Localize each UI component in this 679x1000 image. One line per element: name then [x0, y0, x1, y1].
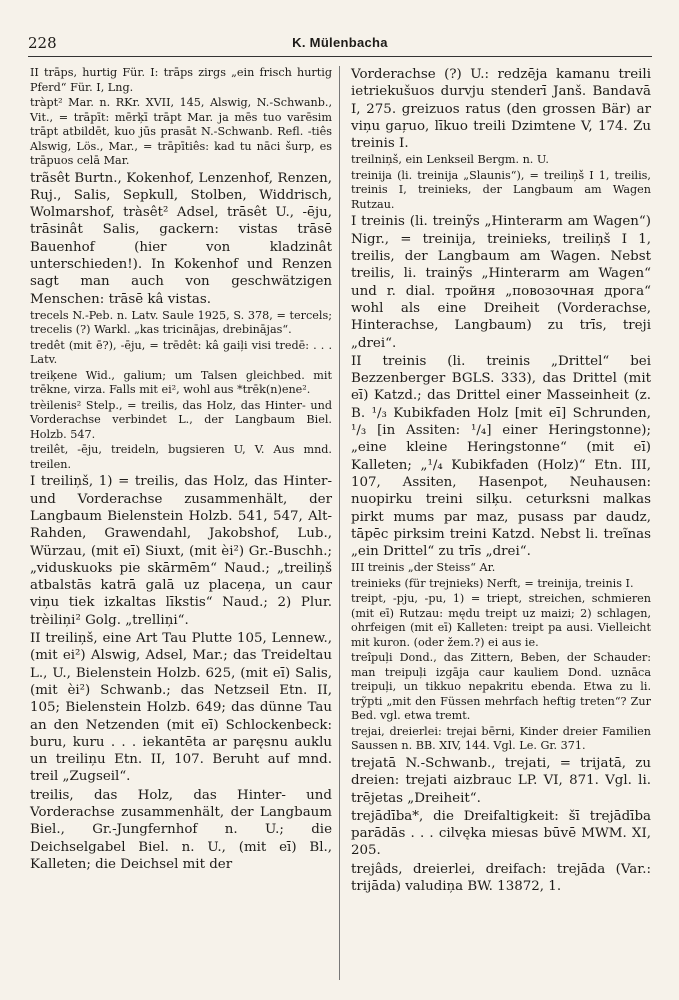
dictionary-entry: I treinis (li. treinỹs „Hinterarm am Wagen“) Nigr., = treinija, treinieks, treiliņš I 1, treilis, der Langbaum am Wagen. Nebst treilis, li. trainỹs „Hinterarm am Wagen“ und r. dial. тройня „повозочная дрога“ wohl als eine Dreiheit (Vorderachse, Hinterachse, Langbaum) zu trīs, treji „drei“. [351, 214, 651, 351]
dictionary-entry: trejādība*, die Dreifaltigkeit: šī trejādība parādās . . . cilvęka miesas būvē MWM. XI, 205. [351, 808, 651, 859]
column-divider [339, 66, 340, 980]
dictionary-entry: treilis, das Holz, das Hinter- und Vorderachse zusammenhält, der Langbaum Biel., Gr.-Jungfernhof n. U.; die Deichselgabel Biel. n. U., (mit eī) Bl., Kalleten; die Deichsel mit der [30, 787, 332, 872]
dictionary-entry: trejâds, dreierlei, dreifach: trejāda (Var.: trijāda) valudiņa BW. 13872, 1. [351, 861, 651, 894]
dictionary-entry: III treinis „der Steiss“ Ar. [351, 561, 496, 575]
dictionary-entry: treipt, -pju, -pu, 1) = triept, streichen, schmieren (mit eī) Rutzau: mędu treipt uz maizi; 2) schlagen, ohrfeigen (mit eī) Kalleten: treipt pa ausi. Vielleicht mit kuron. (oder žem.?) ei aus ie. [351, 592, 651, 649]
dictionary-entry: trèilenis² Stelp., = treilis, das Holz, das Hinter- und Vorderachse verbindet L., der Langbaum Biel. Holzb. 547. [30, 398, 332, 441]
dictionary-entry: Vorderachse (?) U.: redzēja kamanu treili ietriekušuos durvju stenderī Janš. Bandavā I, 275. greizuos ratus (den grossen Bär) ar viņu gaŗuo, līkuo treili Dzimtene V, 174. Zu treinis I. [351, 67, 651, 152]
dictionary-entry: I treiliņš, 1) = treilis, das Holz, das Hinter- und Vorderachse zusammenhält, der Langbaum Bielenstein Holzb. 541, 547, Alt-Rahden, Grawendahl, Jakobshof, Lub., Würzau, (mit eī) Siuxt, (mit èi²) Gr.-Buschh.; „viduskuoks pie skārmēm“ Naud.; „treiliņš atbalstās katrā galā uz placeņa, un caur viņu tiek izkaltas līkstis“ Naud.; 2) Plur. trèiliņi² Golg. „trelliņi“. [30, 474, 332, 628]
dictionary-entry: treilêt, -ēju, treideln, bugsieren U, V. Aus mnd. treilen. [30, 443, 332, 471]
dictionary-entry: tràpt² Mar. n. RKr. XVII, 145, Alswig, N.-Schwanb., Vit., = trāpīt: mērķī trāpt Mar. ja mēs tuo varēsim trāpt atbildēt, kuo jūs prasāt N.-Schwanb. Refl. -tiês Alswig, Lös., Mar., = trāpītiês: kad tu nāci šurp, es trāpuos celā Mar. [30, 96, 332, 167]
dictionary-entry: trãsêt Burtn., Kokenhof, Lenzenhof, Renzen, Ruj., Salis, Sepkull, Stolben, Widdrisch, Wolmarshof, tràsêt² Adsel, trāsêt U., -ēju, trāsinât Salis, gackern: vistas trāsē Bauenhof (hier von kladzinât unterschieden!). In Kokenhof und Renzen sagt man auch von geschwätzigen Menschen: trāsē kâ vistas. [30, 170, 332, 307]
page-number: 228 [28, 34, 57, 52]
dictionary-entry: II trāps, hurtig Für. I: trāps zirgs „ein frisch hurtig Pferd“ Für. I, Lng. [30, 66, 332, 94]
dictionary-entry: treinija (li. treinija „Slaunis“), = treiliņš I 1, treilis, treinis I, treinieks, der Langbaum am Wagen Rutzau. [351, 168, 651, 211]
dictionary-entry: trejai, dreierlei: trejai bērni, Kinder dreier Familien Saussen n. BB. XIV, 144. Vgl. Le. Gr. 371. [351, 724, 651, 753]
dictionary-entry: treinieks (für trejnieks) Nerft, = treinija, treinis I. [351, 576, 634, 590]
dictionary-entry: II treiliņš, eine Art Tau Plutte 105, Lennew., (mit ei²) Alswig, Adsel, Mar.; das Treideltau L., U., Bielenstein Holzb. 625, (mit eī) Salis, (mit èi²) Schwanb.; das Netzseil Etn. II, 105; Bielenstein Holzb. 649; das dünne Tau an den Netzenden (mit eī) Schlockenbeck: buru, kuru . . . iekantēta ar paręsnu auklu un treiliņu Etn. II, 107. Beruht auf mnd. treil „Zugseil“. [30, 631, 332, 785]
dictionary-entry: tredêt (mit ē?), -ēju, = trēdêt: kâ gaiļi visi tredē: . . . Latv. [30, 338, 332, 367]
dictionary-entry: trecels N.-Peb. n. Latv. Saule 1925, S. 378, = tercels; trecelis (?) Warkl. „kas tricinājas, drebinājas“. [30, 308, 332, 337]
left-column [30, 66, 332, 874]
running-title: K. Mülenbacha [292, 35, 388, 50]
dictionary-entry: treiķene Wid., galium; um Talsen gleichbed. mit trēkne, virza. Falls mit ei², wohl aus *trēk(n)ene². [30, 368, 332, 397]
dictionary-entry: treîpuļi Dond., das Zittern, Beben, der Schauder: man treipuļi izgāja caur kauliem Dond. uznāca treipuļi, un tikkuo nepakritu ebenda. Etwa zu li. trỹpti „mit den Füssen mehrfach heftig treten“? Zur Bed. vgl. etwa tremt. [351, 651, 651, 723]
dictionary-entry: treilniņš, ein Lenkseil Bergm. n. U. [351, 153, 549, 167]
dictionary-entry: II treinis (li. treinis „Drittel“ bei Bezzenberger BGLS. 333), das Drittel (mit eī) Katzd.; das Drittel einer Masseinheit (z. B. ¹/₃ Kubikfaden Holz [mit eī] Schrunden, ¹/₃ [in Assiten: ¹/₄] einer Heringstonne); „eine kleine Heringstonne“ (mit eī) Kalleten; „¹/₄ Kubikfaden (Holz)“ Etn. III, 107, Assiten, Hasenpot, Neuhausen: nuopirku treini silķu. ceturksni malkas pirkt mums par maz, pusass par daudz, tāpēc pirksim treini Katzd. Nebst li. treĩnas „ein Drittel“ zu trīs „drei“. [351, 353, 651, 560]
right-column [351, 66, 651, 896]
dictionary-entry: trejatā N.-Schwanb., trejati, = trijatā, zu dreien: trejati aizbrauc LP. VI, 871. Vgl. li. trējetas „Dreiheit“. [351, 755, 651, 806]
page-header [28, 34, 652, 57]
